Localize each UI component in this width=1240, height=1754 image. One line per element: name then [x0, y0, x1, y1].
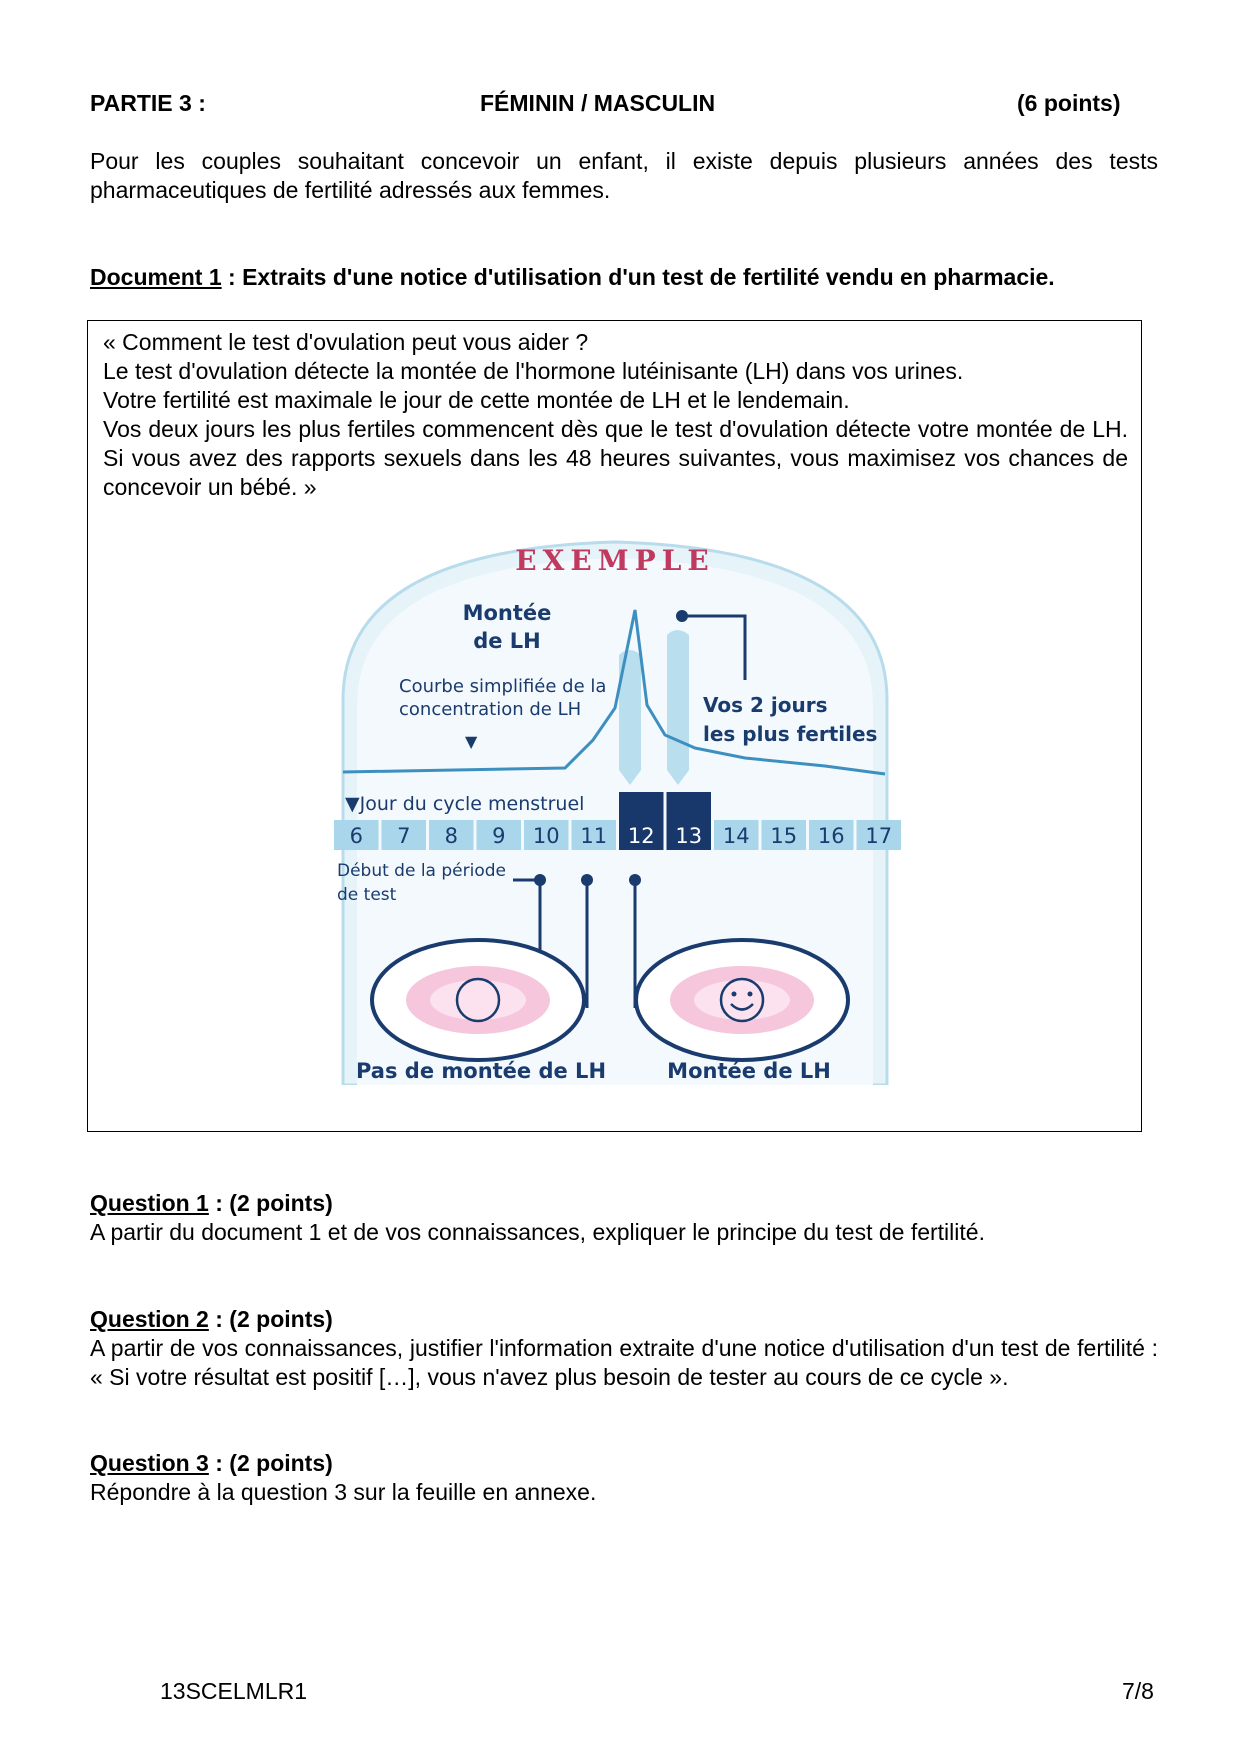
pointer-dot-day12 [629, 874, 641, 886]
footer-code: 13SCELMLR1 [160, 1678, 308, 1704]
pointer-dot-day11 [581, 874, 593, 886]
fertile-label-2: les plus fertiles [703, 722, 878, 746]
day-label-14: 14 [722, 824, 750, 848]
footer-page-number: 7/8 [1122, 1678, 1154, 1704]
day-label-15: 15 [770, 824, 798, 848]
document1-heading [90, 263, 1170, 292]
day-label-7: 7 [397, 824, 411, 848]
day-label-13: 13 [675, 824, 703, 848]
day-label-6: 6 [349, 824, 363, 848]
start-label-1: Début de la période [337, 861, 506, 881]
day-label-11: 11 [580, 824, 608, 848]
day-label-17: 17 [865, 824, 893, 848]
pointer-dot-day10 [534, 874, 546, 886]
day-label-10: 10 [532, 824, 560, 848]
question2-text: A partir de vos connaissances, justifier l'information extraite d'une notice d'utilisation d'un test de fertilité : « Si votre résultat est positif […], vous n'avez plus besoin de tester au cours de ce cycle ». [90, 1335, 1158, 1390]
quote-line-2: Le test d'ovulation détecte la montée de l'hormone lutéinisante (LH) dans vos urines. [103, 358, 964, 384]
question3-text: Répondre à la question 3 sur la feuille en annexe. [90, 1479, 597, 1505]
part-points: (6 points) [1017, 90, 1121, 116]
negative-test-center [430, 980, 526, 1020]
quote-line-1: « Comment le test d'ovulation peut vous aider ? [103, 329, 589, 355]
fertile-label-1: Vos 2 jours [703, 693, 828, 717]
peak-label-1: Montée [462, 601, 552, 625]
curve-arrow-icon: ▼ [465, 732, 478, 751]
quote-line-4: Vos deux jours les plus fertiles commencent dès que le test d'ovulation détecte votre montée de LH. Si vous avez des rapports sexuels dans les 48 heures suivantes, vous maximisez vos chances de concevoir un bébé. » [103, 416, 1128, 500]
question2-heading [90, 1305, 1158, 1334]
figure-title: EXEMPLE [515, 544, 715, 577]
fertile-band-13 [667, 630, 689, 785]
part-label: PARTIE 3 : [90, 90, 206, 116]
cycle-label: ▼Jour du cycle menstruel [345, 793, 585, 815]
document1-label: Document 1 [90, 264, 222, 290]
question2-points: 2 points) [236, 1306, 333, 1332]
positive-test-label: Montée de LH [667, 1059, 831, 1083]
question2-label: Question 2 [90, 1306, 209, 1332]
day-label-12: 12 [627, 824, 655, 848]
quote-line-3: Votre fertilité est maximale le jour de cette montée de LH et le lendemain. [103, 387, 850, 413]
question3-label: Question 3 [90, 1450, 209, 1476]
positive-test-center [694, 980, 790, 1020]
question1-text: A partir du document 1 et de vos connaissances, expliquer le principe du test de fertilité. [90, 1219, 985, 1245]
day-label-16: 16 [817, 824, 845, 848]
lh-test-figure [325, 530, 905, 1085]
document1-title: : Extraits d'une notice d'utilisation d'un test de fertilité vendu en pharmacie. [221, 264, 1055, 290]
day-label-9: 9 [492, 824, 506, 848]
start-label-2: de test [337, 885, 397, 905]
question2-points-pre: : ( [208, 1306, 237, 1332]
part-title: FÉMININ / MASCULIN [480, 90, 716, 116]
curve-label-2: concentration de LH [399, 699, 582, 720]
question1-label: Question 1 [90, 1190, 209, 1216]
peak-label-2: de LH [473, 629, 541, 653]
intro-paragraph: Pour les couples souhaitant concevoir un enfant, il existe depuis plusieurs années des tests pharmaceutiques de fertilité adressés aux femmes. [90, 148, 1158, 203]
question3-heading [90, 1449, 1158, 1478]
day-label-8: 8 [444, 824, 458, 848]
question3-points: : (2 points) [208, 1450, 333, 1476]
document1-quote [103, 328, 1128, 502]
curve-label-1: Courbe simplifiée de la [399, 676, 607, 697]
question1-points: : (2 points) [208, 1190, 333, 1216]
question1-heading [90, 1189, 1158, 1218]
negative-test-label: Pas de montée de LH [355, 1059, 607, 1083]
